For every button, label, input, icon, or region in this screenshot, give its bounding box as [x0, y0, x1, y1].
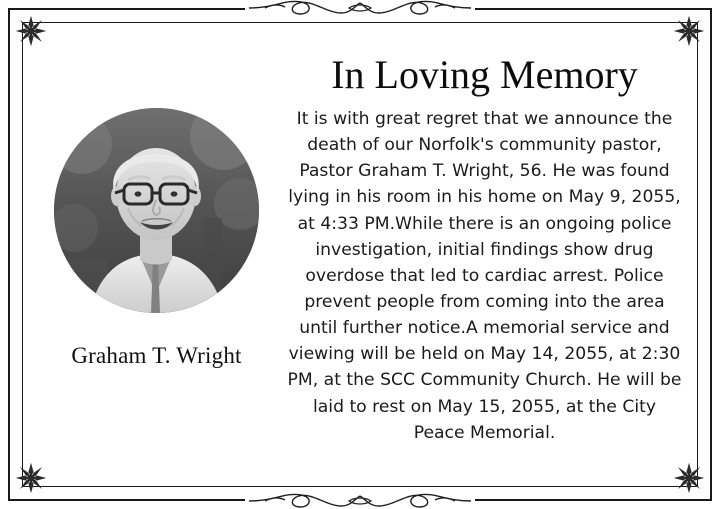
text-column: [279, 38, 686, 471]
portrait-caption: Graham T. Wright: [71, 343, 242, 368]
card-content: [34, 38, 686, 471]
portrait-column: [34, 38, 279, 471]
obituary-body-text: It is with great regret that we announce the death of our Norfolk's community pastor, Pastor Graham T. Wright, 56. He was found lying in his room in his home on May 9, 2055, at 4:33 PM.While there is an ongoing police investigation, initial findings show drug overdose that led to cardiac arrest. Police prevent people from coming into the area until further notice.A memorial service and viewing will be held on May 14, 2055, at 2:30 PM, at the SCC Community Church. He will be laid to rest on May 15, 2055, at the City Peace Memorial.: [287, 109, 682, 443]
portrait-photo: [54, 108, 259, 313]
flourish-bottom-icon: [245, 488, 475, 509]
page-title: In Loving Memory: [331, 52, 638, 97]
flourish-top-icon: [245, 0, 475, 21]
